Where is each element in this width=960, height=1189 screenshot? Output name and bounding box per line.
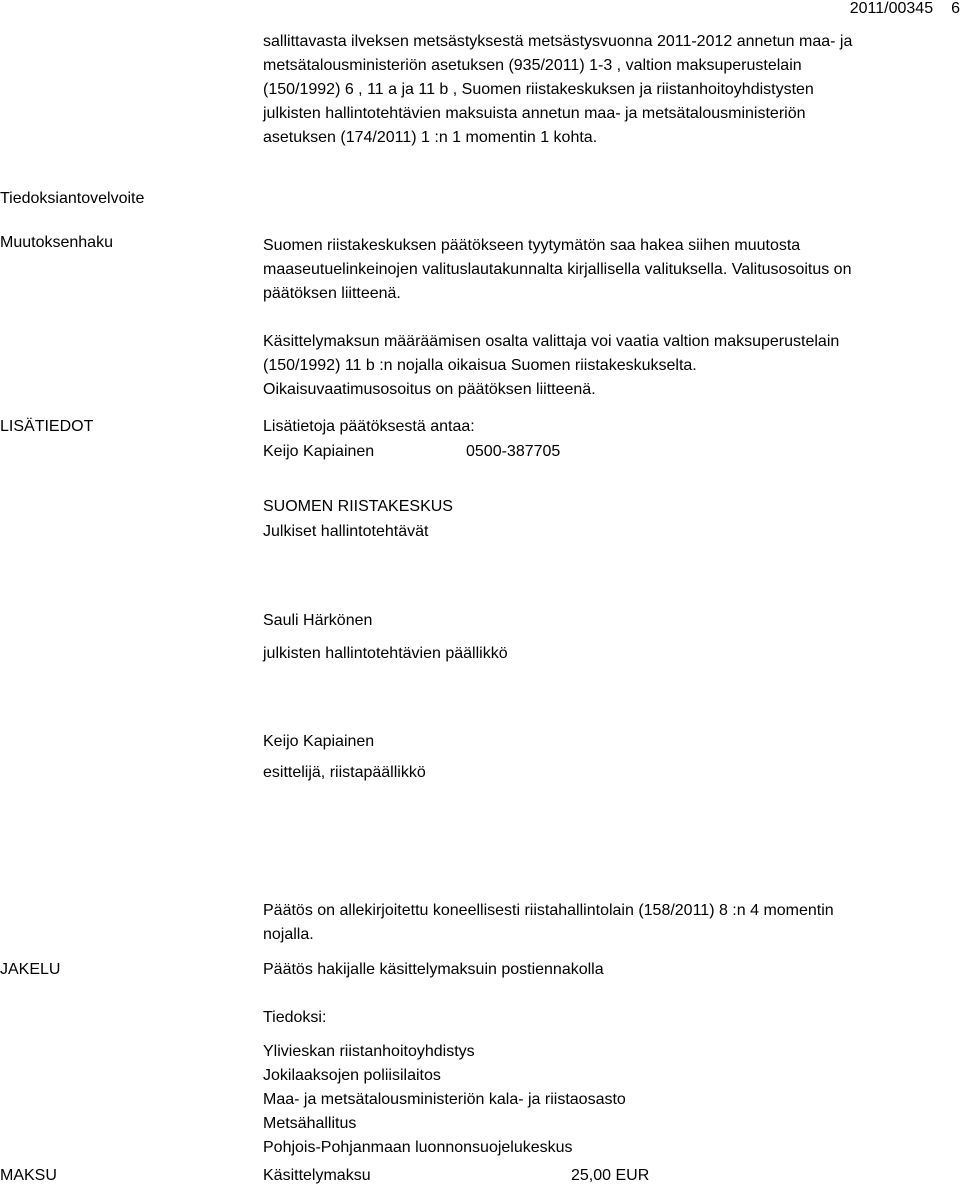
tiedoksi-heading: Tiedoksi: <box>263 1009 327 1026</box>
recipient-item: Pohjois-Pohjanmaan luonnonsuojelukeskus <box>263 1139 573 1156</box>
document-number: 2011/00345 <box>849 0 934 17</box>
muutoksenhaku-line: Suomen riistakeskuksen päätökseen tyytymätön saa hakea siihen muutosta <box>263 237 801 254</box>
intro-line: (150/1992) 6 , 11 a ja 11 b , Suomen riistakeskuksen ja riistanhoitoyhdistysten <box>263 81 814 98</box>
signatory-title: esittelijä, riistapäällikkö <box>263 764 426 781</box>
contact-phone: 0500-387705 <box>466 443 561 460</box>
maksu-label: MAKSU <box>0 1167 57 1184</box>
signature-note <box>263 899 834 947</box>
signatory-name: Sauli Härkönen <box>263 612 373 629</box>
tiedoksiantovelvoite-heading: Tiedoksiantovelvoite <box>0 190 145 207</box>
intro-line: asetuksen (174/2011) 1 :n 1 momentin 1 kohta. <box>263 129 598 146</box>
intro-paragraph <box>263 30 852 150</box>
muutoksenhaku-paragraph-1 <box>263 234 851 306</box>
intro-line: julkisten hallintotehtävien maksuista annetun maa- ja metsätalousministeriön <box>263 105 806 122</box>
recipient-item: Jokilaaksojen poliisilaitos <box>263 1067 441 1084</box>
muutoksenhaku-line: Käsittelymaksun määräämisen osalta valittaja voi vaatia valtion maksuperustelain <box>263 333 840 350</box>
muutoksenhaku-label: Muutoksenhaku <box>0 234 113 251</box>
muutoksenhaku-line: päätöksen liitteenä. <box>263 285 401 302</box>
jakelu-text: Päätös hakijalle käsittelymaksuin postiennakolla <box>263 961 604 978</box>
recipient-item: Metsähallitus <box>263 1115 357 1132</box>
signatory-name: Keijo Kapiainen <box>263 733 375 750</box>
tiedoksi-recipients <box>263 1040 626 1160</box>
signature-note-line: Päätös on allekirjoitettu koneellisesti riistahallintolain (158/2011) 8 :n 4 momentin <box>263 902 834 919</box>
recipient-item: Maa- ja metsätalousministeriön kala- ja riistaosasto <box>263 1091 626 1108</box>
muutoksenhaku-line: (150/1992) 11 b :n nojalla oikaisua Suomen riistakeskukselta. <box>263 357 697 374</box>
page-number: 6 <box>951 0 960 17</box>
muutoksenhaku-line: Oikaisuvaatimusosoitus on päätöksen liitteenä. <box>263 381 596 398</box>
signatory-title: julkisten hallintotehtävien päällikkö <box>263 645 508 662</box>
document-header <box>850 0 960 18</box>
contact-name: Keijo Kapiainen <box>263 443 375 460</box>
maksu-item: Käsittelymaksu <box>263 1167 371 1184</box>
muutoksenhaku-line: maaseutuelinkeinojen valituslautakunnalta kirjallisella valituksella. Valitusosoitus on <box>263 261 852 278</box>
organisation-name: SUOMEN RIISTAKESKUS <box>263 498 453 515</box>
intro-line: metsätalousministeriön asetuksen (935/2011) 1-3 , valtion maksuperustelain <box>263 57 802 74</box>
intro-line: sallittavasta ilveksen metsästyksestä metsästysvuonna 2011-2012 annetun maa- ja <box>263 33 853 50</box>
muutoksenhaku-paragraph-2 <box>263 330 839 402</box>
signature-note-line: nojalla. <box>263 926 314 943</box>
lisatiedot-label: LISÄTIEDOT <box>0 418 94 435</box>
organisation-unit: Julkiset hallintotehtävät <box>263 523 429 540</box>
maksu-amount: 25,00 EUR <box>571 1167 650 1184</box>
lisatiedot-intro: Lisätietoja päätöksestä antaa: <box>263 418 475 435</box>
jakelu-label: JAKELU <box>0 961 61 978</box>
recipient-item: Ylivieskan riistanhoitoyhdistys <box>263 1043 475 1060</box>
